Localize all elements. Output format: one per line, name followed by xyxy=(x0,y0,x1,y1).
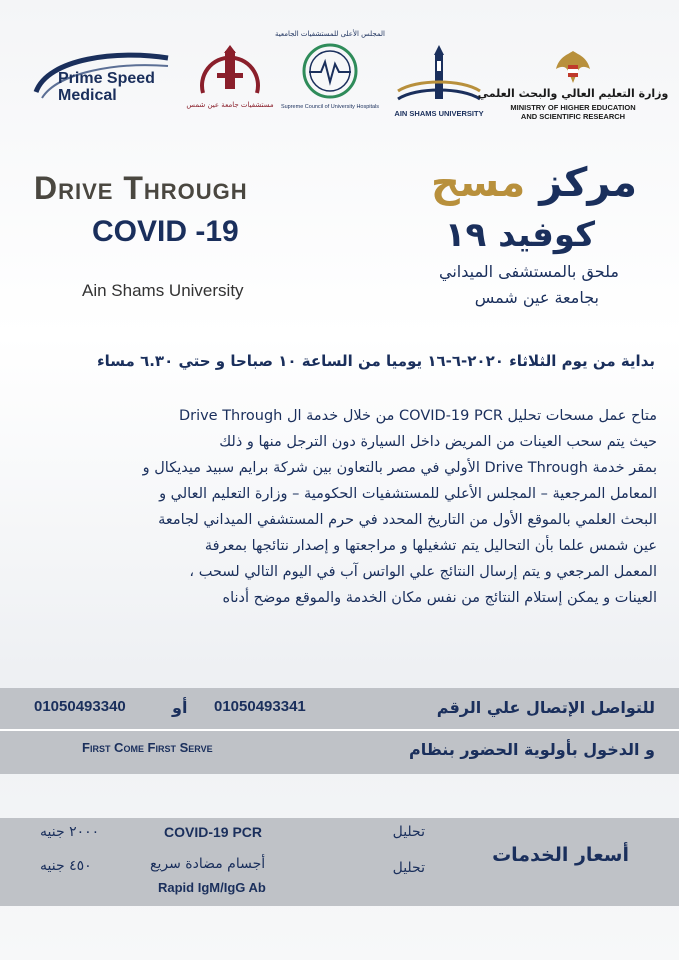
university-tower-icon xyxy=(394,43,484,109)
hospital-emblem-icon xyxy=(195,43,265,101)
para-line-7: المعمل المرجعي و يتم إرسال النتائج علي الواتس آب في اليوم التالي لسحب ، xyxy=(189,564,657,580)
heartbeat-circle-icon xyxy=(297,38,363,104)
prime-speed-logo xyxy=(28,48,178,110)
hospitals-caption: مستشفيات جامعة عين شمس xyxy=(186,101,274,109)
supreme-council-caption-ar: المجلس الأعلى للمستشفيات الجامعية xyxy=(274,30,386,38)
service-description xyxy=(17,408,657,616)
phone-primary[interactable]: 01050493341 xyxy=(214,698,306,715)
ar-sub-line1: ملحق بالمستشفى الميداني xyxy=(439,262,619,281)
price-row2-name-ar: أجسام مضادة سريع xyxy=(150,856,266,872)
ar-title-word2: مسح xyxy=(430,160,526,206)
phone-secondary[interactable]: 01050493340 xyxy=(34,698,126,715)
price-row2-name-en: Rapid IgM/IgG Ab xyxy=(158,880,266,895)
ministry-caption-ar: وزارة التعليم العالي والبحث العلمي xyxy=(477,87,669,100)
price-row1-price: ٢٠٠٠ جنيه xyxy=(40,824,100,840)
schedule-line: بداية من يوم الثلاثاء ٢٠٢٠-٦-١٦ يوميا من الساعة ١٠ صباحا و حتي ٦.٣٠ مساء xyxy=(96,352,655,370)
drive-through-title: Drive Through xyxy=(34,170,248,206)
price-row2-price: ٤٥٠ جنيه xyxy=(40,858,92,874)
priority-label: و الدخول بأولوية الحضور بنظام xyxy=(408,740,655,759)
para-line-4: المعامل المرجعية – المجلس الأعلي للمستشفيات الحكومية – وزارة التعليم العالي و xyxy=(159,486,657,502)
supreme-council-caption-en: Supreme Council of University Hospitals xyxy=(280,104,380,110)
prime-speed-line2: Medical xyxy=(58,87,117,104)
price-row1-name: COVID-19 PCR xyxy=(164,824,263,840)
ministry-logo xyxy=(477,36,669,132)
price-row2-kind: تحليل xyxy=(392,860,425,876)
eagle-emblem-icon xyxy=(553,47,593,87)
ministry-caption-en2: AND SCIENTIFIC RESEARCH xyxy=(520,112,626,121)
ministry-caption-en1: MINISTRY OF HIGHER EDUCATION xyxy=(510,103,636,112)
or-label: أو xyxy=(172,698,188,717)
ain-shams-caption: AIN SHAMS UNIVERSITY xyxy=(394,108,484,118)
priority-en: First Come First Serve xyxy=(82,740,213,755)
university-name: Ain Shams University xyxy=(82,281,244,300)
para-line-3: بمقر خدمة Drive Through الأولي في مصر بالتعاون بين شركة برايم سبيد ميديكال و xyxy=(142,460,657,476)
para-line-5: البحث العلمي بالموقع الأول من التاريخ المحدد في حرم المستشفي الميداني لجامعة xyxy=(158,512,657,528)
contact-label: للتواصل الإتصال علي الرقم xyxy=(436,698,655,717)
ar-sub-line2: بجامعة عين شمس xyxy=(474,288,599,307)
para-line-8: العينات و يمكن إستلام النتائج من نفس مكان الخدمة والموقع موضح أدناه xyxy=(222,590,657,606)
ar-covid-title: كوفيد ١٩ xyxy=(444,215,595,255)
para-line-2: حيث يتم سحب العينات من المريض داخل السيارة دون الترجل منها و ذلك xyxy=(219,434,657,450)
prime-speed-line1: Prime Speed xyxy=(58,70,155,87)
ain-shams-logo xyxy=(392,38,486,122)
prices-title: أسعار الخدمات xyxy=(492,844,629,866)
para-line-1: متاح عمل مسحات تحليل COVID-19 PCR من خلال خدمة ال Drive Through xyxy=(178,408,657,424)
ar-title xyxy=(431,160,637,206)
contact-divider xyxy=(0,729,679,731)
ar-title-word1: مركز xyxy=(539,160,637,206)
para-line-6: عين شمس علما بأن التحاليل يتم تشغيلها و مراجعتها و إصدار نتائجها بمعرفة xyxy=(204,538,657,554)
covid-en-title: COVID -19 xyxy=(92,215,239,248)
supreme-council-logo xyxy=(274,18,386,122)
hospitals-logo xyxy=(186,38,274,114)
price-row1-kind: تحليل xyxy=(392,824,425,840)
